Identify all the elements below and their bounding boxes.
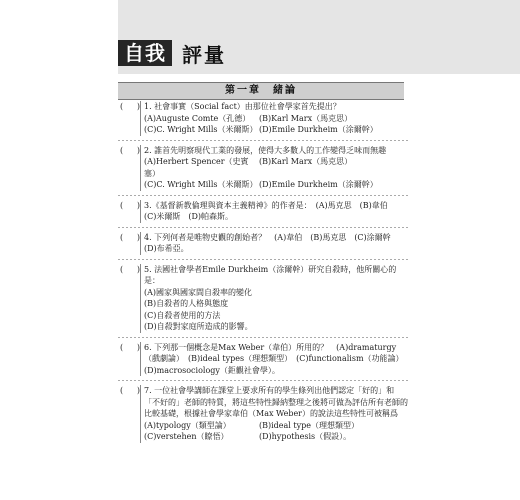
answer-paren-close: ) [136, 232, 140, 242]
question-item [118, 264, 408, 333]
page-title: 評量 [182, 42, 226, 67]
question-separator [118, 259, 408, 260]
question-option: (A)Herbert Spencer（史賓塞） [144, 157, 249, 178]
question-option: (D)自殺對家庭所造成的影響。 [144, 322, 253, 331]
answer-paren-close: ) [136, 264, 140, 274]
answer-divider [140, 385, 141, 443]
answer-divider [140, 101, 141, 136]
answer-paren-open: ( [120, 145, 124, 155]
answer-paren-close: ) [136, 145, 140, 155]
answer-blank[interactable] [120, 264, 140, 276]
answer-paren-close: ) [136, 386, 140, 395]
answer-blank[interactable] [120, 342, 140, 354]
answer-paren-open: ( [120, 102, 124, 111]
question-stem: 5. 法國社會學者Emile Durkheim（涂爾幹）研究自殺時，他所關心的是： [144, 264, 397, 285]
chapter-heading: 第一章 緒論 [118, 82, 404, 100]
answer-paren-close: ) [136, 102, 140, 111]
question-option: (C)自殺者使用的方法 [144, 310, 221, 320]
section-title [118, 40, 226, 66]
answer-divider [140, 200, 141, 223]
answer-divider [140, 264, 141, 333]
question-option: (D)Emile Durkheim（涂爾幹） [259, 125, 378, 134]
question-separator [118, 140, 408, 141]
question-option: (C)C. Wright Mills（米爾斯） [144, 125, 258, 134]
question-separator [118, 380, 408, 381]
answer-blank[interactable] [120, 200, 140, 212]
question-stem: 2. 誰首先明察現代工業的發展，使得大多數人的工作變得乏味而無趣 [144, 145, 387, 155]
answer-blank[interactable] [120, 145, 140, 157]
question-option: (A)Auguste Comte（孔德） [144, 113, 251, 123]
question-stem: 7. 一位社會學講師在課堂上要求所有的學生條列出他們認定「好的」和「不好的」老師的特質，將這些特性歸納整理之後將可做為評估所有老師的比較基礎，根據社會學家韋伯（Max Weber）的說法這些特性可被稱爲 [144, 386, 408, 418]
question-stem: 1. 社會事實（Social fact）由那位社會學家首先提出？ [144, 102, 341, 111]
answer-blank[interactable] [120, 101, 140, 113]
answer-paren-close: ) [136, 342, 140, 352]
answer-paren-open: ( [120, 264, 124, 274]
question-list [118, 101, 408, 447]
question-option: (C)verstehen（瞭悟） [144, 432, 229, 441]
question-separator [118, 227, 408, 228]
question-item [118, 385, 408, 443]
question-option: (C)C. Wright Mills（米爾斯） [144, 180, 258, 189]
question-option: (B)Karl Marx（馬克思） [259, 113, 353, 123]
question-stem: 3.《基督新教倫理與資本主義精神》的作者是： (A)馬克思 (B)韋伯 (C)米爾斯 (D)帕森斯。 [144, 200, 396, 221]
question-option: (B)ideal type（理想類型） [259, 420, 359, 430]
question-option: (B)Karl Marx（馬克思） [259, 157, 353, 166]
question-item [118, 232, 408, 255]
question-item [118, 145, 408, 191]
answer-divider [140, 232, 141, 255]
question-option: (D)hypothesis（假設）。 [259, 432, 352, 441]
question-separator [118, 195, 408, 196]
question-item [118, 200, 408, 223]
question-separator [118, 337, 408, 338]
question-stem: 4. 下列何者是唯物史觀的創始者？ (A)韋伯 (B)馬克思 (C)涂爾幹 (D)布希亞。 [144, 232, 399, 253]
question-option: (A)國家與國家間自殺率的變化 [144, 287, 253, 297]
question-option: (A)typology（類型論） [144, 420, 231, 430]
title-badge: 自我 [118, 40, 172, 66]
answer-paren-open: ( [120, 200, 124, 210]
answer-paren-open: ( [120, 386, 124, 395]
answer-divider [140, 145, 141, 191]
answer-paren-open: ( [120, 342, 124, 352]
answer-divider [140, 342, 141, 377]
answer-blank[interactable] [120, 232, 140, 244]
question-item [118, 342, 408, 377]
answer-paren-open: ( [120, 232, 124, 242]
question-stem: 6. 下列那一個概念是Max Weber（韋伯）所用的？ (A)dramaturgy（戲劇論） (B)ideal types（理想類型） (C)functionalism（功能論） (D)macrosociology（鉅觀社會學）。 [144, 342, 408, 375]
question-option: (D)Emile Durkheim（涂爾幹） [259, 180, 378, 189]
answer-paren-close: ) [136, 200, 140, 210]
question-item [118, 101, 408, 136]
question-option: (B)自殺者的人格與態度 [144, 299, 229, 308]
answer-blank[interactable] [120, 385, 140, 397]
